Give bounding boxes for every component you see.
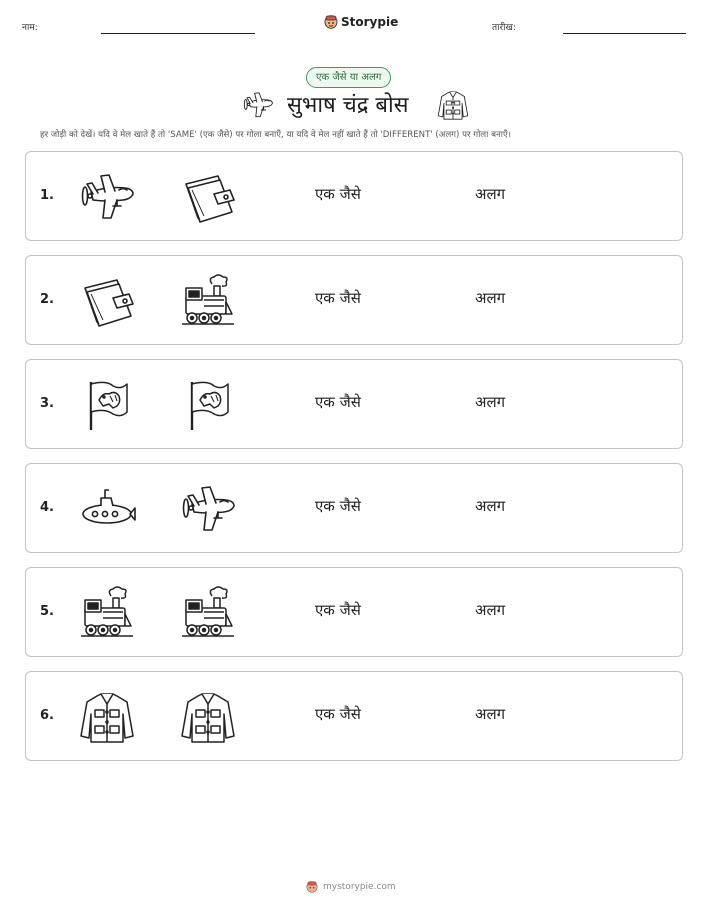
question-number: 1.	[40, 188, 54, 203]
same-option[interactable]: एक जैसे	[315, 289, 361, 307]
wallet-icon	[77, 274, 137, 328]
question-number: 2.	[40, 292, 54, 307]
date-field[interactable]	[563, 33, 686, 34]
different-option[interactable]: अलग	[475, 393, 506, 411]
question-row	[25, 567, 683, 657]
steam-train-icon	[178, 274, 238, 328]
tiger-flag-icon	[77, 378, 137, 432]
question-number: 3.	[40, 396, 54, 411]
question-row	[25, 151, 683, 241]
wallet-icon	[178, 170, 238, 224]
question-number: 4.	[40, 500, 54, 515]
name-field[interactable]	[101, 33, 255, 34]
submarine-icon	[77, 482, 137, 536]
storypie-mascot-icon	[306, 880, 318, 893]
instructions: हर जोड़ी को देखें। यदि वे मेल खाते हैं तो 'SAME' (एक जैसे) पर गोला बनाएँ, या यदि वे मेल नहीं खाते हैं तो 'DIFFERENT' (अलग) पर गोला बनाएँ।	[40, 130, 511, 140]
different-option[interactable]: अलग	[475, 705, 506, 723]
steam-train-icon	[77, 586, 137, 640]
question-row	[25, 671, 683, 761]
brand-logo	[324, 14, 398, 29]
footer-site-link[interactable]: mystorypie.com	[323, 881, 396, 892]
army-jacket-icon	[178, 690, 238, 744]
army-jacket-icon	[77, 690, 137, 744]
different-option[interactable]: अलग	[475, 601, 506, 619]
question-row	[25, 463, 683, 553]
question-row	[25, 359, 683, 449]
airplane-icon	[240, 90, 276, 120]
different-option[interactable]: अलग	[475, 289, 506, 307]
worksheet-title: सुभाष चंद्र बोस	[287, 93, 409, 118]
same-option[interactable]: एक जैसे	[315, 185, 361, 203]
name-label: नाम:	[22, 23, 38, 33]
steam-train-icon	[178, 586, 238, 640]
question-number: 5.	[40, 604, 54, 619]
airplane-icon	[77, 170, 137, 224]
question-row	[25, 255, 683, 345]
tiger-flag-icon	[178, 378, 238, 432]
brand-name: Storypie	[341, 14, 399, 29]
same-option[interactable]: एक जैसे	[315, 705, 361, 723]
different-option[interactable]: अलग	[475, 497, 506, 515]
worksheet-tag: एक जैसे या अलग	[306, 67, 391, 88]
same-option[interactable]: एक जैसे	[315, 393, 361, 411]
storypie-mascot-icon	[324, 14, 338, 29]
army-jacket-icon	[436, 88, 470, 122]
footer	[306, 880, 396, 893]
airplane-icon	[178, 482, 238, 536]
question-number: 6.	[40, 708, 54, 723]
same-option[interactable]: एक जैसे	[315, 497, 361, 515]
different-option[interactable]: अलग	[475, 185, 506, 203]
date-label: तारीख:	[492, 23, 516, 33]
same-option[interactable]: एक जैसे	[315, 601, 361, 619]
